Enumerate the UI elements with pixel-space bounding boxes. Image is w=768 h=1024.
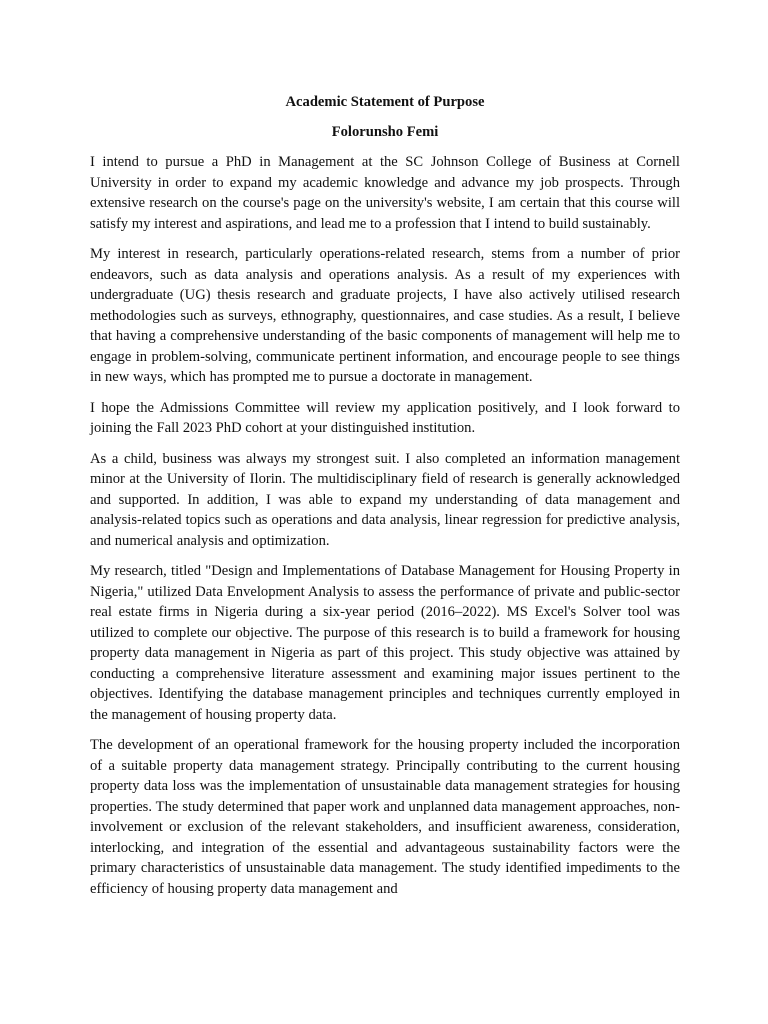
document-title: Academic Statement of Purpose xyxy=(285,94,485,110)
paragraph-background: As a child, business was always my strongest suit. I also completed an information management minor at the University of Ilorin. The multidisciplinary field of research is generally acknowledged and supported. In addition, I was able to expand my understanding of data management and analysis-related topics such as operations and data analysis, linear regression for predictive analysis, and numerical analysis and optimization. xyxy=(90,450,680,549)
author-name: Folorunsho Femi xyxy=(331,124,439,140)
paragraph-admissions-hope: I hope the Admissions Committee will review my application positively, and I look forward to joining the Fall 2023 PhD cohort at your distinguished institution. xyxy=(90,399,680,436)
paragraph-research-interest: My interest in research, particularly operations-related research, stems from a number of prior endeavors, such as data analysis and operations analysis. As a result of my experiences with undergraduate (UG) thesis research and graduate projects, I have also actively utilised research methodologies such as surveys, ethnography, questionnaires, and case studies. As a result, I believe that having a comprehensive understanding of the basic components of management will help me to engage in problem-solving, communicate pertinent information, and encourage people to see things in new ways, which has prompted me to pursue a doctorate in management. xyxy=(90,246,680,385)
paragraph-research-project: My research, titled "Design and Implementations of Database Management for Housing Property in Nigeria," utilized Data Envelopment Analysis to assess the performance of private and public-sector real estate firms in Nigeria during a six-year period (2016–2022). MS Excel's Solver tool was utilized to complete our objective. The purpose of this research is to build a framework for housing property data management in Nigeria as part of this project. This study objective was attained by conducting a comprehensive literature assessment and examining major issues pertinent to the objectives. Identifying the database management principles and techniques currently employed in the management of housing property data. xyxy=(90,563,680,723)
paragraph-framework: The development of an operational framework for the housing property included the incorporation of a suitable property data management strategy. Principally contributing to the current housing property data loss was the implementation of unsustainable data management strategies for housing properties. The study determined that paper work and unplanned data management approaches, non-involvement or exclusion of the relevant stakeholders, and insufficient awareness, consideration, interlocking, and integration of the essential and advantageous sustainability factors were the primary characteristics of unsustainable data management. The study identified impediments to the efficiency of housing property data management and xyxy=(90,737,680,897)
paragraph-intent: I intend to pursue a PhD in Management at the SC Johnson College of Business at Cornell University in order to expand my academic knowledge and advance my job prospects. Through extensive research on the course's page on the university's website, I am certain that this course will satisfy my interest and aspirations, and lead me to a profession that I intend to build sustainably. xyxy=(90,154,680,232)
